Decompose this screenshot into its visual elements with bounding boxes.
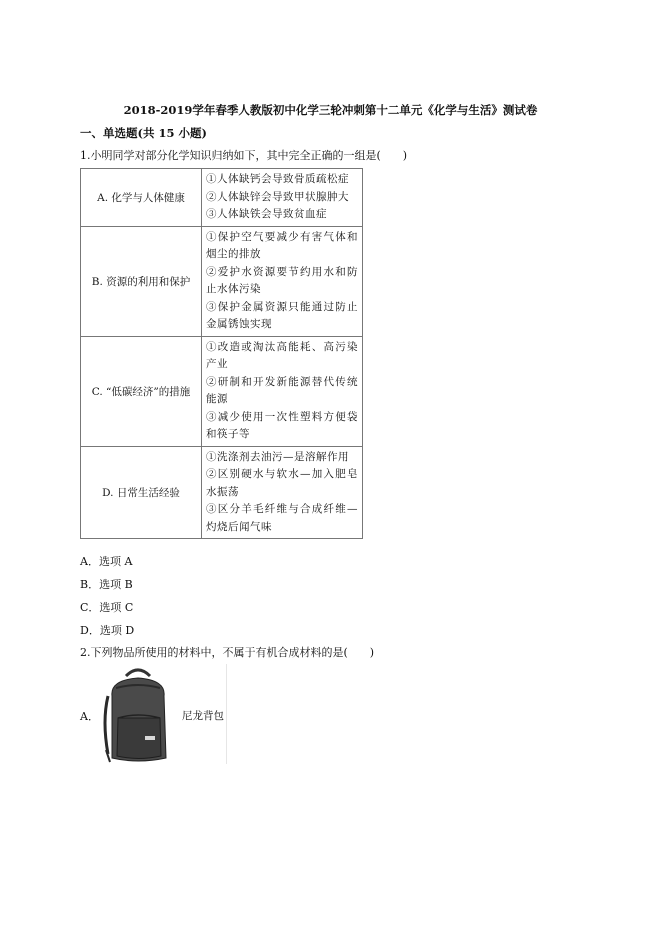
answer-option-a[interactable]: A．选项 A — [80, 555, 133, 568]
point-text: ①洗涤剂去油污—是溶解作用 — [206, 450, 349, 463]
table-row — [81, 226, 363, 336]
table-cell-category: B. 资源的利用和保护 — [81, 226, 202, 336]
page-title: 2018-2019学年春季人教版初中化学三轮冲刺第十二单元《化学与生活》测试卷 — [123, 103, 538, 117]
answer-option-b[interactable]: B．选项 B — [80, 578, 133, 591]
point-text: ③保护金属资源只能通过防止金属锈蚀实现 — [206, 300, 358, 330]
section-heading: 一、单选题(共 15 小题) — [80, 126, 207, 140]
table-cell-category: C. “低碳经济”的措施 — [81, 336, 202, 446]
point-text: ②爱护水资源要节约用水和防止水体污染 — [206, 265, 358, 295]
answer-option-c[interactable]: C．选项 C — [80, 601, 134, 614]
table-cell-points — [202, 226, 363, 336]
point-text: ①保护空气要减少有害气体和烟尘的排放 — [206, 230, 358, 260]
answer-option-a-letter[interactable]: A． — [80, 710, 99, 723]
point-text: ②人体缺锌会导致甲状腺肿大 — [206, 190, 349, 203]
table-row — [81, 169, 363, 227]
knowledge-table — [80, 168, 363, 539]
table-cell-points — [202, 336, 363, 446]
option-a-image-label: 尼龙背包 — [182, 710, 224, 722]
table-cell-category: D. 日常生活经验 — [81, 446, 202, 539]
backpack-icon — [98, 666, 178, 766]
table-cell-category: A. 化学与人体健康 — [81, 169, 202, 227]
table-row — [81, 446, 363, 539]
table-cell-points — [202, 446, 363, 539]
answer-option-d[interactable]: D．选项 D — [80, 624, 135, 637]
divider — [226, 664, 227, 764]
question-2-stem: 2.下列物品所使用的材料中，不属于有机合成材料的是( ) — [80, 646, 375, 659]
point-text: ②研制和开发新能源替代传统能源 — [206, 375, 358, 405]
table-cell-points — [202, 169, 363, 227]
point-text: ③人体缺铁会导致贫血症 — [206, 208, 327, 220]
point-text: ①人体缺钙会导致骨质疏松症 — [206, 173, 349, 185]
point-text: ①改造或淘汰高能耗、高污染产业 — [206, 340, 358, 370]
point-text: ②区别硬水与软水—加入肥皂水振荡 — [206, 468, 358, 498]
table-row — [81, 336, 363, 446]
point-text: ③区分羊毛纤维与合成纤维—灼烧后闻气味 — [206, 503, 358, 533]
question-1-stem: 1.小明同学对部分化学知识归纳如下，其中完全正确的一组是( ) — [80, 149, 408, 162]
point-text: ③减少使用一次性塑料方便袋和筷子等 — [206, 410, 358, 440]
